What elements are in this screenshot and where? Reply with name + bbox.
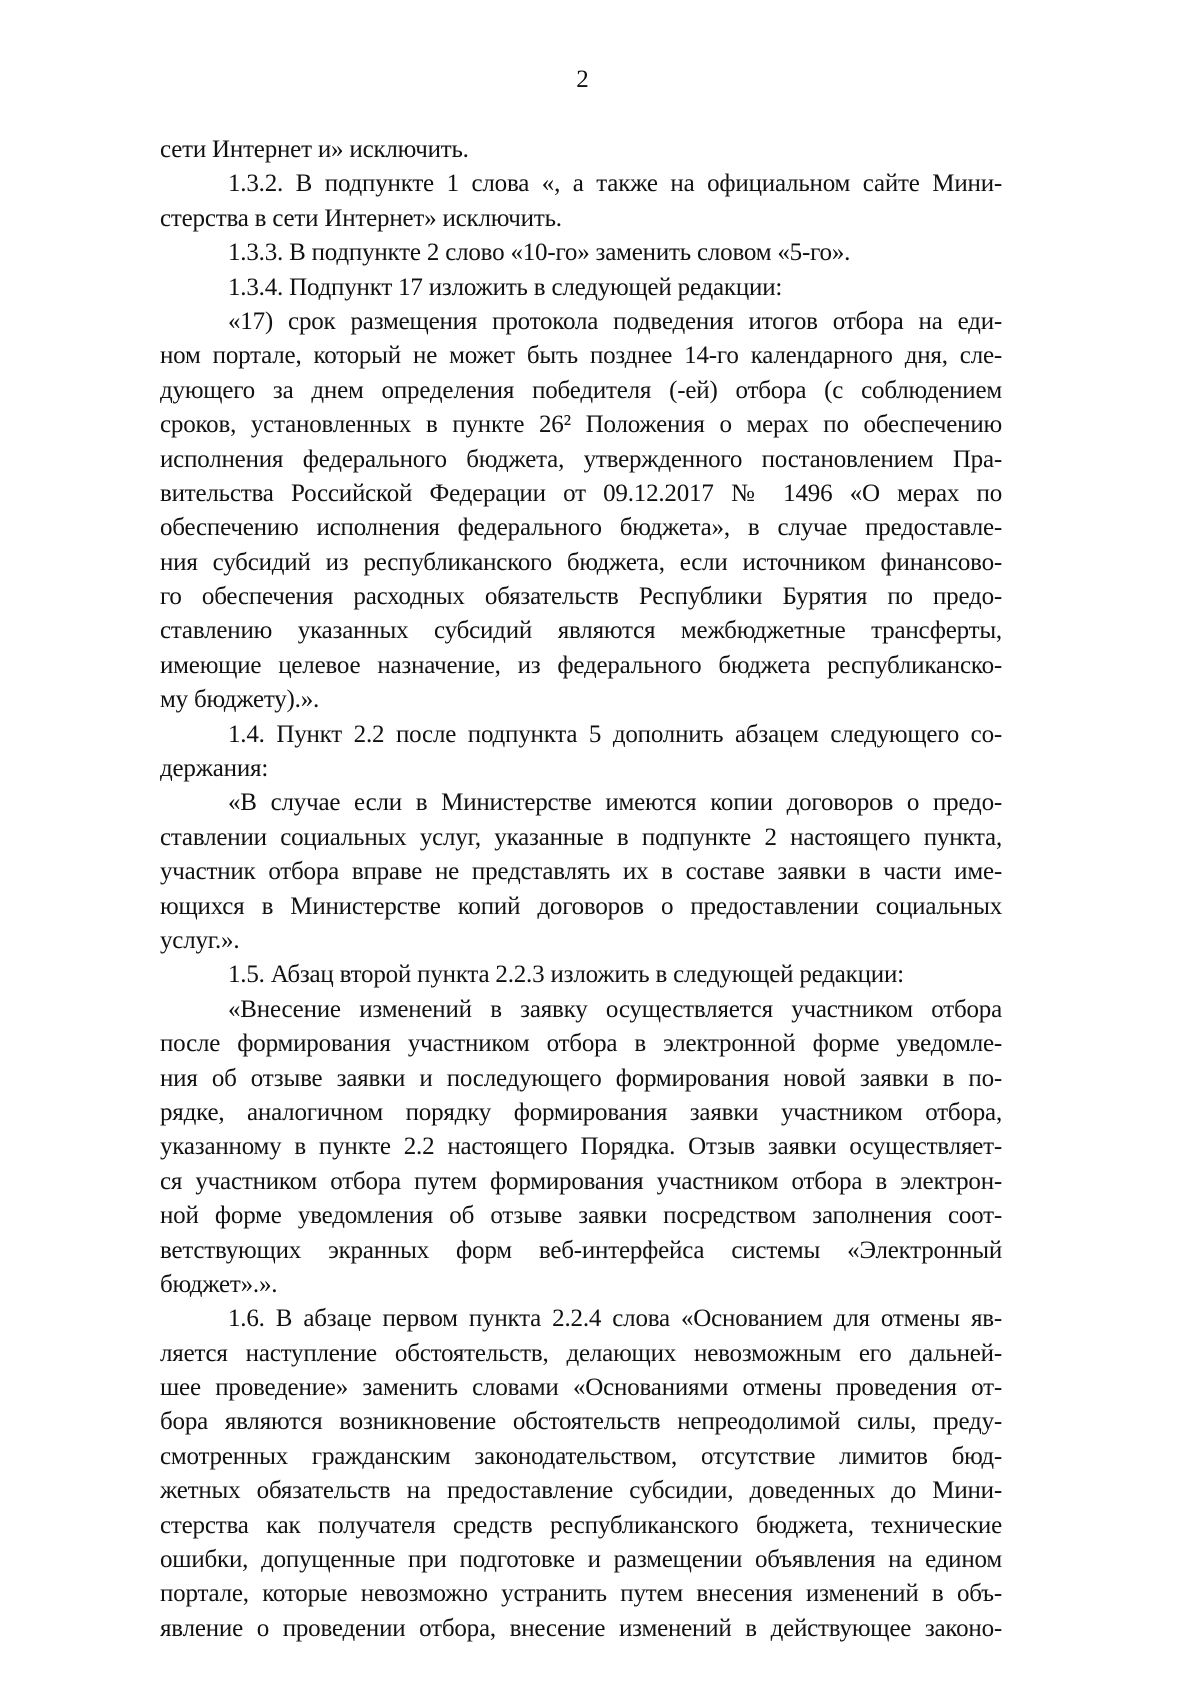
- text-line: ся участником отбора путем формирования участником отбора в электрон-: [160, 1167, 1002, 1195]
- page-number: 2: [576, 66, 589, 93]
- text-line: ния об отзыве заявки и последующего формирования новой заявки в по-: [160, 1064, 1002, 1092]
- text-line: бюджет».».: [160, 1270, 278, 1298]
- text-line: имеющие целевое назначение, из федерального бюджета республиканско-: [160, 651, 1002, 679]
- text-line: указанному в пункте 2.2 настоящего Порядка. Отзыв заявки осуществляет-: [160, 1133, 1002, 1161]
- text-line: стерства в сети Интернет» исключить.: [160, 204, 562, 232]
- text-line: 1.3.4. Подпункт 17 изложить в следующей редакции:: [228, 273, 783, 301]
- text-line: 1.5. Абзац второй пункта 2.2.3 изложить в следующей редакции:: [228, 961, 904, 989]
- text-line: рядке, аналогичном порядку формирования заявки участником отбора,: [160, 1098, 1002, 1126]
- text-line: ния субсидий из республиканского бюджета, если источником финансово-: [160, 548, 1002, 576]
- text-line: бора являются возникновение обстоятельств непреодолимой силы, преду-: [160, 1408, 1002, 1436]
- text-line: го обеспечения расходных обязательств Республики Бурятия по предо-: [160, 583, 1002, 611]
- text-line: 1.6. В абзаце первом пункта 2.2.4 слова «Основанием для отмены яв-: [228, 1305, 1002, 1333]
- text-line: сроков, установленных в пункте 26² Положения о мерах по обеспечению: [160, 411, 1002, 439]
- text-line: ном портале, который не может быть позднее 14-го календарного дня, сле-: [160, 342, 1002, 370]
- text-line: 1.3.2. В подпункте 1 слова «, а также на официальном сайте Мини-: [228, 170, 1002, 198]
- text-line: исполнения федерального бюджета, утвержденного постановлением Пра-: [160, 445, 1002, 473]
- text-line: явление о проведении отбора, внесение изменений в действующее законо-: [160, 1614, 1002, 1642]
- text-line: «Внесение изменений в заявку осуществляется участником отбора: [228, 995, 1002, 1023]
- text-line: ставлении социальных услуг, указанные в подпункте 2 настоящего пункта,: [160, 823, 1002, 851]
- text-line: ющихся в Министерстве копий договоров о предоставлении социальных: [160, 892, 1002, 920]
- text-line: шее проведение» заменить словами «Основаниями отмены проведения от-: [160, 1374, 1002, 1402]
- text-line: му бюджету).».: [160, 686, 320, 714]
- text-line: ошибки, допущенные при подготовке и размещении объявления на едином: [160, 1546, 1002, 1574]
- text-line: участник отбора вправе не представлять их в составе заявки в части име-: [160, 858, 1002, 886]
- text-line: смотренных гражданским законодательством, отсутствие лимитов бюд-: [160, 1442, 1002, 1470]
- text-line: обеспечению исполнения федерального бюджета», в случае предоставле-: [160, 514, 1002, 542]
- text-line: вительства Российской Федерации от 09.12.2017 № 1496 «О мерах по: [160, 479, 1002, 507]
- text-line: ветствующих экранных форм веб-интерфейса системы «Электронный: [160, 1236, 1002, 1264]
- text-line: 1.3.3. В подпункте 2 слово «10-го» заменить словом «5-го».: [228, 239, 851, 267]
- text-line: держания:: [160, 755, 269, 783]
- text-line: «В случае если в Министерстве имеются копии договоров о предо-: [228, 789, 1002, 817]
- text-line: жетных обязательств на предоставление субсидии, доведенных до Мини-: [160, 1477, 1002, 1505]
- text-line: сети Интернет и» исключить.: [160, 136, 469, 163]
- text-line: «17) срок размещения протокола подведения итогов отбора на еди-: [228, 307, 1002, 335]
- text-line: ляется наступление обстоятельств, делающих невозможным его дальней-: [160, 1339, 1002, 1367]
- document-body: [160, 133, 1002, 1646]
- text-line: 1.4. Пункт 2.2 после подпункта 5 дополнить абзацем следующего со-: [228, 720, 1002, 748]
- text-line: дующего за днем определения победителя (-ей) отбора (с соблюдением: [160, 376, 1002, 404]
- text-line: стерства как получателя средств республиканского бюджета, технические: [160, 1511, 1002, 1539]
- text-line: услуг.».: [160, 926, 240, 954]
- text-line: ной форме уведомления об отзыве заявки посредством заполнения соот-: [160, 1202, 1002, 1230]
- text-line: портале, которые невозможно устранить путем внесения изменений в объ-: [160, 1580, 1002, 1608]
- text-line: после формирования участником отбора в электронной форме уведомле-: [160, 1030, 1002, 1058]
- text-line: ставлению указанных субсидий являются межбюджетные трансферты,: [160, 617, 1002, 645]
